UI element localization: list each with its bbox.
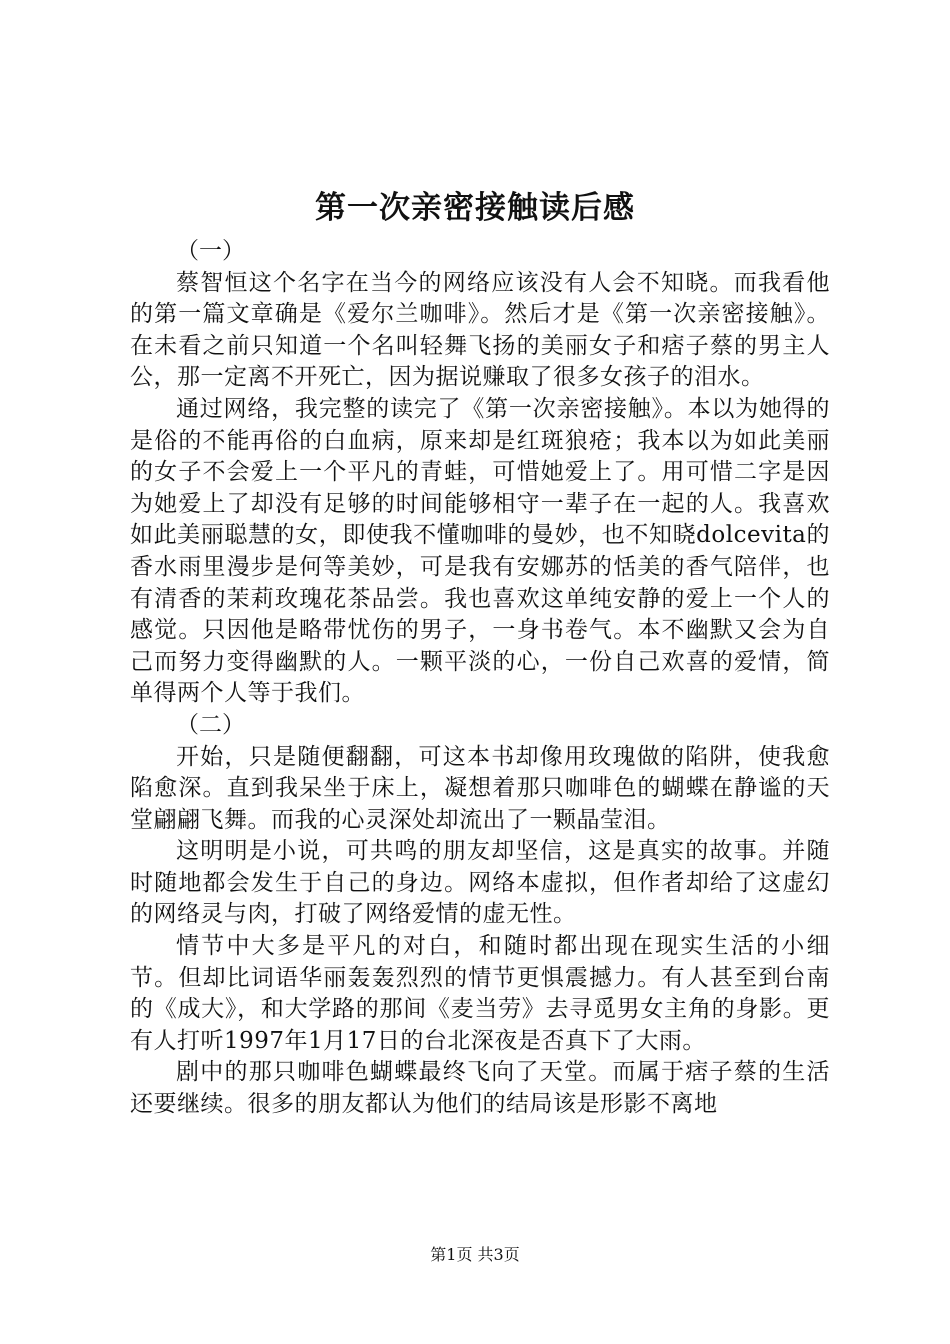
document-title: 第一次亲密接触读后感 (315, 190, 635, 226)
paragraph: 蔡智恒这个名字在当今的网络应该没有人会不知晓。而我看他的第一篇文章确是《爱尔兰咖啡》。然后才是《第一次亲密接触》。在未看之前只知道一个名叫轻舞飞扬的美丽女子和痞子蔡的男主人公，那一定离不开死亡，因为据说赚取了很多女孩子的泪水。 (130, 269, 830, 391)
section-two (130, 710, 830, 1121)
paragraph: 通过网络，我完整的读完了《第一次亲密接触》。本以为她得的是俗的不能再俗的白血病，原来却是红斑狼疮；我本以为如此美丽的女子不会爱上一个平凡的青蛙，可惜她爱上了。用可惜二字是因为她爱上了却没有足够的时间能够相守一辈子在一起的人。我喜欢如此美丽聪慧的女，即使我不懂咖啡的曼妙，也不知晓dolcevita的香水雨里漫步是何等美妙，可是我有安娜苏的恬美的香气陪伴，也有清香的茉莉玫瑰花茶品尝。我也喜欢这单纯安静的爱上一个人的感觉。只因他是略带忧伤的男子，一身书卷气。本不幽默又会为自己而努力变得幽默的人。一颗平淡的心，一份自己欢喜的爱情，简单得两个人等于我们。 (130, 395, 830, 707)
section-one (130, 236, 830, 710)
paragraph: 剧中的那只咖啡色蝴蝶最终飞向了天堂。而属于痞子蔡的生活还要继续。很多的朋友都认为他们的结局该是形影不离地 (130, 1059, 830, 1118)
paragraph: 这明明是小说，可共鸣的朋友却坚信，这是真实的故事。并随时随地都会发生于自己的身边。网络本虚拟，但作者却给了这虚幻的网络灵与肉，打破了网络爱情的虚无性。 (130, 838, 830, 928)
section-heading: （一） (176, 238, 245, 264)
paragraph: 开始，只是随便翻翻，可这本书却像用玫瑰做的陷阱，使我愈陷愈深。直到我呆坐于床上，凝想着那只咖啡色的蝴蝶在静谧的天堂翩翩飞舞。而我的心灵深处却流出了一颗晶莹泪。 (130, 743, 830, 833)
document-body (130, 236, 830, 1121)
section-heading: （二） (176, 711, 245, 738)
page-footer: 第1页 共3页 (430, 1245, 520, 1264)
paragraph: 情节中大多是平凡的对白，和随时都出现在现实生活的小细节。但却比词语华丽轰轰烈烈的情节更惧震撼力。有人甚至到台南的《成大》，和大学路的那间《麦当劳》去寻觅男女主角的身影。更有人打听1997年1月17日的台北深夜是否真下了大雨。 (130, 933, 830, 1054)
